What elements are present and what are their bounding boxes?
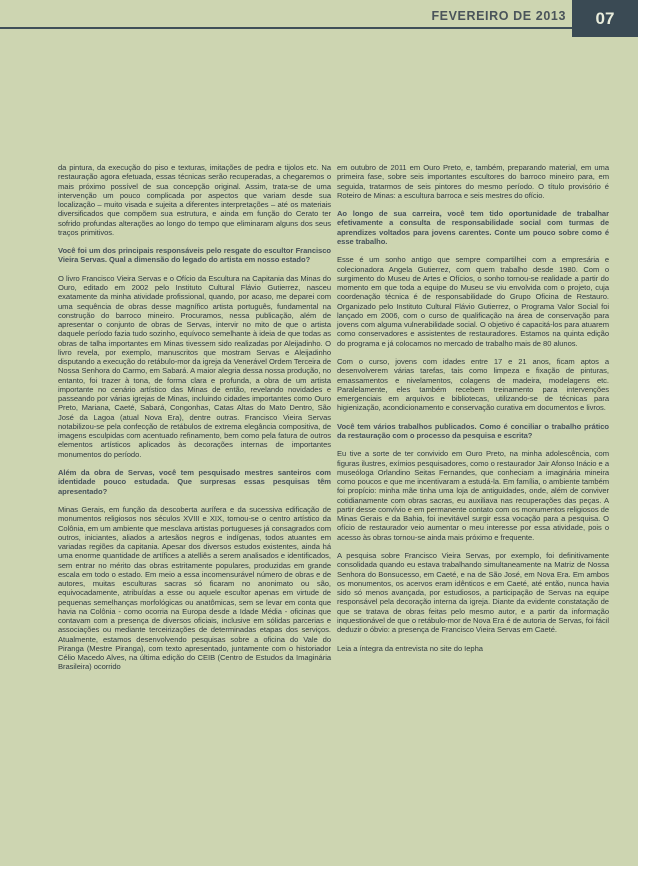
paragraph: em outubro de 2011 em Ouro Preto, e, também, preparando material, em uma primeira fase, sobre seis importantes escultores do barroco mineiro para, em seguida, tratarmos de seis pintores do mesmo período. O título provisório é Roteiro de Minas: a escultura barroca e seis mestres do ofício. <box>337 163 609 200</box>
page-number-tab <box>572 0 638 37</box>
paragraph: Eu tive a sorte de ter convivido em Ouro Preto, na minha adolescência, com figuras ilustres, exímios pesquisadores, como o restaurador Jair Afonso Inácio e a museóloga Orlandino Seitas Fernandes, que conheciam a imaginária mineira como poucos e que me incentivaram a estudá-la. Em família, o ambiente também foi propício: minha mãe tinha uma loja de antiguidades, onde, além de conviver cotidianamente com obras sacras, eu auxiliava nas recuperações das peças. A partir desse convívio e em permanente contato com os monumentos religiosos de Minas Gerais e da Bahia, foi inevitável surgir essa vocação para a pesquisa. O ofício de restaurador veio aumentar o meu interesse por essa atividade, pois o acesso às obras tornou-se ainda mais próximo e frequente. <box>337 449 609 542</box>
paragraph: Esse é um sonho antigo que sempre compartilhei com a empresária e colecionadora Angela Gutierrez, com quem trabalho desde 1980. Com o surgimento do Museu de Artes e Ofícios, o sonho tornou-se realidade a partir do momento em que toda a equipe do Museu se viu envolvida com o projeto, cuja coordenação técnica é de responsabilidade do Grupo Oficina de Restauro. Organizado pelo Instituto Cultural Flávio Gutierrez, o Programa Valor Social foi lançado em 2006, com o curso de qualificação na área de conservação para jovens com alguma vulnerabilidade social. O objetivo é capacitá-los para atuarem como conservadores e assistentes de restauradores. Estamos na quinta edição do programa e já colocamos no mercado de trabalho mais de 80 alunos. <box>337 255 609 348</box>
paragraph: da pintura, da execução do piso e texturas, imitações de pedra e tijolos etc. Na restauração agora efetuada, essas técnicas serão recuperadas, a chegaremos o mais próximo possível de sua concepção original. Assim, trata-se de uma intervenção um pouco complicada por aspectos que variam desde sua localização – muito visada e sujeita a diferentes interpretações – até os materiais diversificados que compõem sua estrutura, e ainda em função do Cerato ter sofrido profundas alterações ao longo do tempo que eliminaram alguns dos seus traços primitivos. <box>58 163 331 237</box>
paragraph: Minas Gerais, em função da descoberta aurífera e da sucessiva edificação de monumentos religiosos nos séculos XVIII e XIX, tornou-se o centro artístico da Colônia, em um ambiente que mesclava artistas portugueses já consagrados com outros, iniciantes, aliados a artesãos negros e indígenas, todos atuantes em variadas regiões da capitania. Apesar dos diversos estudos existentes, ainda há uma enorme quantidade de artífices a atelliês a serem analisados e identificados, sem entrar no mérito das obras estritamente populares, produzidas em grande escala em todo o estado. Em meio a essa incomensurável número de obras e de autores, muitas esculturas sacras só ficaram no anonimato ou são, equivocadamente, atribuídas a esse ou aquele escultor apenas em virtude de pequenas semelhanças morfológicas ou anatômicas, sem se levar em conta que havia na Colônia - como ocorria na Europa desde a Idade Média - oficinas que contavam com a presença de diversos oficiais, inclusive em sólidas parcerias e associações ou mediante terceirizações de determinadas etapas dos serviços. Atualmente, estamos desenvolvendo pesquisas sobre a oficina do Vale do Piranga (Mestre Piranga), com texto apresentado, juntamente com o historiador Célio Macedo Alves, na última edição do CEIB (Centro de Estudos da Imaginária Brasileira) ocorrido <box>58 505 331 672</box>
right-column <box>337 163 609 662</box>
header-rule <box>0 27 572 29</box>
left-column <box>58 163 331 672</box>
interview-question: Você tem vários trabalhos publicados. Como é conciliar o trabalho prático da restauração com o processo da pesquisa e escrita? <box>337 421 609 440</box>
closing-note: Leia a íntegra da entrevista no site do Iepha <box>337 643 483 653</box>
interview-question: Você foi um dos principais responsáveis pelo resgate do escultor Francisco Vieira Servas. Qual a dimensão do legado do artista em nosso estado? <box>58 246 331 265</box>
issue-date: FEVEREIRO DE 2013 <box>431 9 566 23</box>
paragraph: O livro Francisco Vieira Servas e o Ofício da Escultura na Capitania das Minas do Ouro, editado em 2002 pelo Instituto Cultural Flávio Gutierrez, nasceu exatamente da minha atividade profissional, quando, por acaso, me deparei com uma sequência de obras desse magnífico artista português, fundamental na construção do barroco mineiro. Procuramos, nessa publicação, além de apresentar o conjunto de obras de Servas, intervir no mito de que o artista daquele período fazia tudo sozinho, equívoco semelhante à ideia de que todas as obras de talha importantes em Minas tivessem sido realizadas por Aleijadinho. O livro revela, por exemplo, manuscritos que mostram Servas e Aleijadinho disputando a execução do retábulo-mor da igreja da Venerável Ordem Terceira de Nossa Senhora do Carmo, em Sabará. A maior alegria dessa nossa produção, no entanto, foi trazer à tona, de forma clara e profunda, a obra de um artista importante no cenário artístico das Minas de então, revelando novidades e passeando por várias igrejas de Minas, incluindo cidades importantes como Ouro Preto, Mariana, Caeté, Sabará, Congonhas, Catas Altas do Mato Dentro, São José da Lagoa (atual Nova Era), dentre outras. Francisco Vieira Servas notabilizou-se pela confecção de retábulos de extrema elegância compositiva, de imagens esculpidas com acentuado refinamento, bem como pela fatura de outros elementos artísticos aplicados às decorações internas de importantes monumentos do período. <box>58 273 331 459</box>
interview-question: Além da obra de Servas, você tem pesquisado mestres santeiros com identidade pouco estudada. Que surpresas essas pesquisas têm apresentado? <box>58 468 331 496</box>
page-number: 07 <box>595 9 615 28</box>
paragraph: A pesquisa sobre Francisco Vieira Servas, por exemplo, foi definitivamente consolidada quando eu estava trabalhando simultaneamente na Matriz de Nossa Senhora do Bonsucesso, em Caeté, e na de São José, em Nova Era. Em ambos os monumentos, os acervos eram idênticos e em Caeté, até então, nunca havia sido só menos avançada, por estudiosos, a participação de Servas na equipe responsável pela decoração interna da igreja. Diante da evidente constatação de que se tratava de obras feitas pelo mesmo autor, e a partir da informação inquestionável de que o retábulo-mor de Nova Era é de autoria de Servas, foi fácil deduzir o óbvio: a presença de Francisco Vieira Servas em Caeté. <box>337 551 609 635</box>
paragraph: Com o curso, jovens com idades entre 17 e 21 anos, ficam aptos a desenvolverem várias tarefas, tais como limpeza e fixação de pinturas, emassamentos e nivelamentos, colagens de madeira, modelagens etc. Paralelamente, eles também recebem treinamento para intervenções emergenciais em arquivos e bibliotecas, utilizando-se de técnicas para higienização, acondicionamento e conservação curativa em documentos e livros. <box>337 357 609 413</box>
interview-question: Ao longo de sua carreira, você tem tido oportunidade de trabalhar efetivamente a consulta de responsabilidade social com turmas de aprendizes voltados para jovens carentes. Conte um pouco sobre como é esse trabalho. <box>337 209 609 246</box>
